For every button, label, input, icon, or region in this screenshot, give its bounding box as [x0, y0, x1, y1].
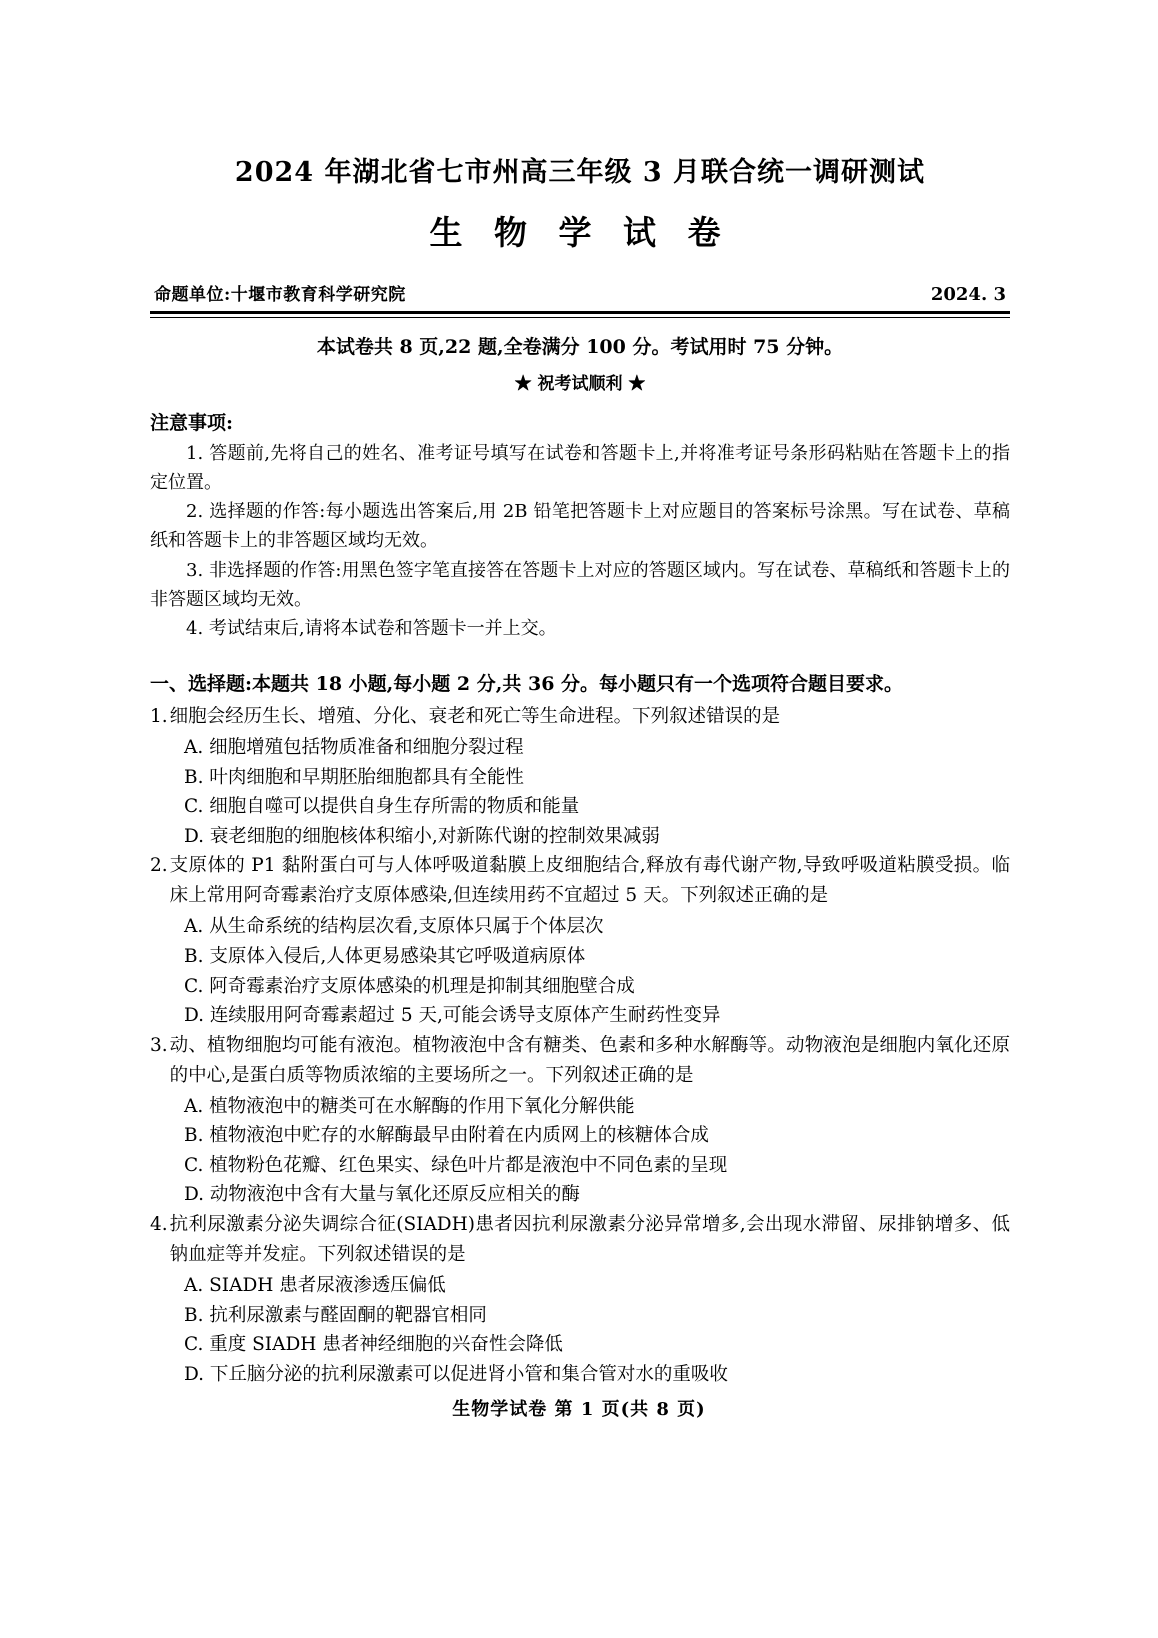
notice-item: 4. 考试结束后,请将本试卷和答题卡一并上交。: [186, 617, 557, 639]
option-item: A. 植物液泡中的糖类可在水解酶的作用下氧化分解供能: [184, 1095, 635, 1117]
option-item: C. 阿奇霉素治疗支原体感染的机理是抑制其细胞壁合成: [184, 975, 635, 997]
question-number: 2.: [150, 855, 168, 877]
option-item: B. 支原体入侵后,人体更易感染其它呼吸道病原体: [184, 945, 586, 967]
option-item: B. 叶肉细胞和早期胚胎细胞都具有全能性: [184, 766, 524, 788]
wish-text: ★ 祝考试顺利 ★: [514, 374, 646, 394]
option-item: D. 连续服用阿奇霉素超过 5 天,可能会诱导支原体产生耐药性变异: [184, 1005, 721, 1027]
publisher-label: 命题单位:十堰市教育科学研究院: [154, 285, 406, 305]
question-number: 4.: [150, 1214, 168, 1236]
question-number: 1.: [150, 706, 168, 728]
page-subtitle: 生 物 学 试 卷: [429, 213, 731, 252]
question-number: 3.: [150, 1034, 168, 1056]
question-2: [150, 851, 1010, 911]
notice-item: 2. 选择题的作答:每小题选出答案后,用 2B 铅笔把答题卡上对应题目的答案标号涂黑。写在试卷、草稿纸和答题卡上的非答题区域均无效。: [150, 501, 1010, 552]
option-item: A. 细胞增殖包括物质准备和细胞分裂过程: [184, 737, 524, 759]
question-4: [150, 1210, 1010, 1270]
question-stem: 细胞会经历生长、增殖、分化、衰老和死亡等生命进程。下列叙述错误的是: [169, 706, 781, 728]
page-title: 2024 年湖北省七市州高三年级 3 月联合统一调研测试: [234, 157, 926, 188]
date-label: 2024. 3: [930, 284, 1006, 305]
option-item: A. SIADH 患者尿液渗透压偏低: [184, 1275, 446, 1296]
notice-item: 1. 答题前,先将自己的姓名、准考证号填写在试卷和答题卡上,并将准考证号条形码粘贴在答题卡上的指定位置。: [150, 443, 1010, 494]
option-item: B. 抗利尿激素与醛固酮的靶器官相同: [184, 1304, 487, 1326]
notice-item: 3. 非选择题的作答:用黑色签字笔直接答在答题卡上对应的答题区域内。写在试卷、草稿纸和答题卡上的非答题区域均无效。: [150, 559, 1010, 610]
option-item: D. 衰老细胞的细胞核体积缩小,对新陈代谢的控制效果减弱: [184, 825, 660, 847]
notice-title: 注意事项:: [150, 412, 234, 434]
exam-info: 本试卷共 8 页,22 题,全卷满分 100 分。考试用时 75 分钟。: [316, 336, 844, 358]
question-stem: 支原体的 P1 黏附蛋白可与人体呼吸道黏膜上皮细胞结合,释放有毒代谢产物,导致呼吸道粘膜受损。临床上常用阿奇霉素治疗支原体感染,但连续用药不宜超过 5 天。下列叙述正确的是: [169, 855, 1010, 907]
option-item: D. 动物液泡中含有大量与氧化还原反应相关的酶: [184, 1184, 580, 1206]
page-footer: 生物学试卷 第 1 页(共 8 页): [452, 1399, 706, 1420]
option-item: B. 植物液泡中贮存的水解酶最早由附着在内质网上的核糖体合成: [184, 1125, 709, 1147]
question-stem: 抗利尿激素分泌失调综合征(SIADH)患者因抗利尿激素分泌异常增多,会出现水滞留、尿排钠增多、低钠血症等并发症。下列叙述错误的是: [169, 1214, 1010, 1266]
option-item: C. 细胞自噬可以提供自身生存所需的物质和能量: [184, 796, 580, 818]
section-title: 一、选择题:本题共 18 小题,每小题 2 分,共 36 分。每小题只有一个选项符合题目要求。: [150, 673, 904, 696]
question-1: [150, 702, 1010, 732]
header-divider: [150, 311, 1010, 318]
meta-row: [150, 280, 1010, 311]
option-item: C. 植物粉色花瓣、红色果实、绿色叶片都是液泡中不同色素的呈现: [184, 1154, 728, 1176]
question-3: [150, 1031, 1010, 1091]
option-item: A. 从生命系统的结构层次看,支原体只属于个体层次: [184, 916, 604, 938]
question-stem: 动、植物细胞均可能有液泡。植物液泡中含有糖类、色素和多种水解酶等。动物液泡是细胞内氧化还原的中心,是蛋白质等物质浓缩的主要场所之一。下列叙述正确的是: [169, 1034, 1010, 1086]
option-item: C. 重度 SIADH 患者神经细胞的兴奋性会降低: [184, 1334, 563, 1356]
option-item: D. 下丘脑分泌的抗利尿激素可以促进肾小管和集合管对水的重吸收: [184, 1363, 728, 1385]
page-content: [150, 150, 1010, 1389]
